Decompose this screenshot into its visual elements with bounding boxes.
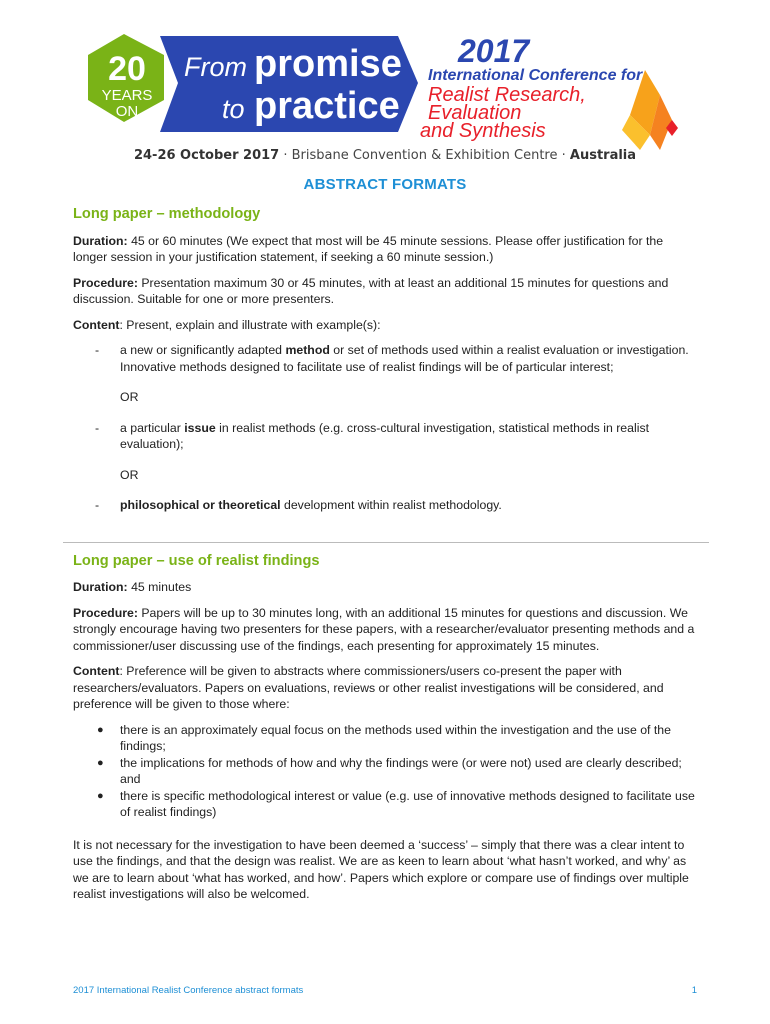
section1-content: Content: Present, explain and illustrate with example(s): [73,317,381,332]
conference-year: 2017 [458,33,530,69]
page-title: ABSTRACT FORMATS [303,176,467,193]
section1-duration: Duration: 45 or 60 minutes (We expect that most will be 45 minute sessions. Please offer justification for the longer session in your justification statement, if seeking a 60 minute session.) [73,233,664,264]
section1-list [73,420,699,453]
document-body [73,206,699,912]
page-number: 1 [691,985,697,996]
list-item: - a new or significantly adapted method or set of methods used within a realist evaluation or investigation. Innovative methods designed to facilitate use of realist findings will be of particular interest; [95,343,689,374]
section2-closing: It is not necessary for the investigation to have been deemed a ‘success’ – simply that there was a clear intent to use the findings, and that the design was realist. We are as keen to learn about ‘what hasn’t worked, and why’ as we are to learn about ‘what has worked, and how’. Papers which explore or compare use of findings over multiple realist investigations will also be welcomed. [73,837,689,901]
section2-content: Content: Preference will be given to abstracts where commissioners/users co-present the paper with researchers/evaluators. Papers on evaluations, reviews or other realist investigations will be considered, and preference will be given to those where: [73,664,664,711]
conference-line4: and Synthesis [420,120,546,142]
conference-line1: International Conference for [428,67,643,84]
or-separator: OR [120,390,139,404]
badge-years: YEARS [101,87,153,104]
banner-promise: promise [254,43,402,85]
section2-duration: Duration: 45 minutes [73,580,192,594]
section2-procedure: Procedure: Papers will be up to 30 minutes long, with an additional 15 minutes for questions and discussion. We strongly encourage having two presenters for these papers, with a researcher/evaluator presenting methods and a commissioner/user discussing use of the findings, each presenting for approximately 15 minutes. [73,605,695,653]
footer-text: 2017 International Realist Conference abstract formats [73,985,304,996]
country: Australia [569,148,637,163]
section1-list [73,497,699,514]
banner-to: to [222,94,245,124]
list-item: ● there is specific methodological interest or value (e.g. use of innovative methods designed to facilitate use of realist findings) [97,788,695,819]
banner-practice: practice [254,85,400,127]
section1-list [73,342,699,375]
section1-procedure: Procedure: Presentation maximum 30 or 45 minutes, with at least an additional 15 minutes for questions and discussion. Suitable for one or more presenters. [73,275,669,306]
banner-from: From [184,52,247,82]
badge-on: ON [115,103,139,120]
badge-number: 20 [108,50,146,88]
conference-line3: Evaluation [428,102,522,124]
page-footer [73,985,697,996]
conference-dates: 24-26 October 2017 · Brisbane Convention & Exhibition Centre · Australia [133,148,637,163]
list-item: ● there is an approximately equal focus on the methods used within the investigation and the use of the findings; [97,722,671,753]
venue: Brisbane Convention & Exhibition Centre [291,148,558,163]
section2-heading: Long paper – use of realist findings [73,552,320,569]
or-separator: OR [120,467,139,482]
list-item: ● the implications for methods of how and why the findings were (or were not) used are clearly described; and [97,755,682,786]
section1-heading: Long paper – methodology [73,206,261,222]
list-item: - a particular issue in realist methods (e.g. cross-cultural investigation, statistical methods in realist evaluation); [95,420,650,451]
dates-bold: 24-26 October 2017 [133,148,280,163]
conference-line2: Realist Research, [428,84,586,106]
list-item: - philosophical or theoretical development within realist methodology. [95,498,502,512]
section-divider [63,542,709,543]
section2-bullets [73,722,699,821]
conference-logo [0,0,770,150]
conference-header [0,0,770,172]
